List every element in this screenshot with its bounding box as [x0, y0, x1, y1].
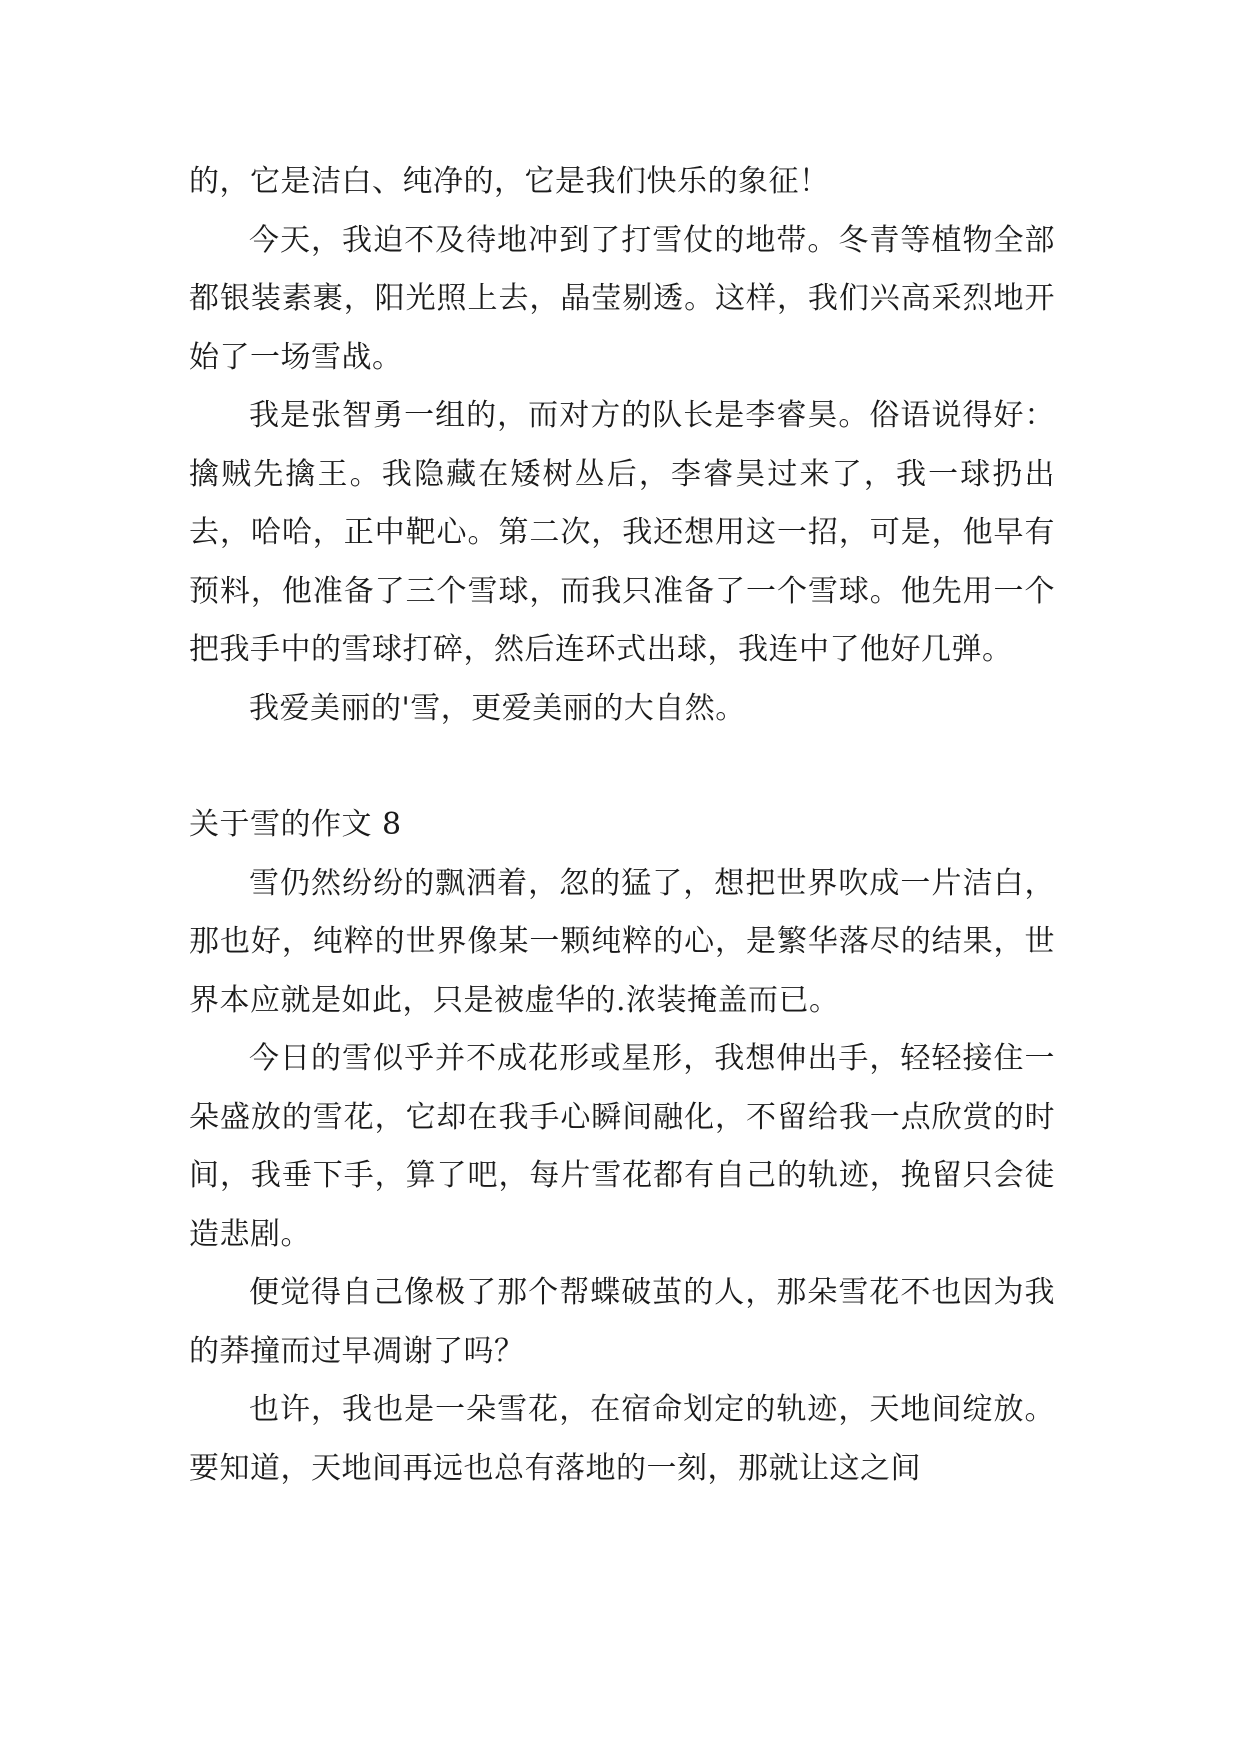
paragraph: 我爱美丽的'雪，更爱美丽的大自然。 [249, 690, 746, 726]
paragraph: 我是张智勇一组的，而对方的队长是李睿昊。俗语说得好：擒贼先擒王。我隐藏在矮树丛后，李睿昊过来了，我一球扔出去，哈哈，正中靶心。第二次，我还想用这一招，可是，他早有预料，他准备了三个雪球，而我只准备了一个雪球。他先用一个把我手中的雪球打碎，然后连环式出球，我连中了他好几弹。 [189, 398, 1055, 667]
paragraph: 今日的雪似乎并不成花形或星形，我想伸出手，轻轻接住一朵盛放的雪花，它却在我手心瞬间融化，不留给我一点欣赏的时间，我垂下手，算了吧，每片雪花都有自己的轨迹，挽留只会徒造悲剧。 [189, 1041, 1055, 1252]
paragraph-continuation: 的，它是洁白、纯净的，它是我们快乐的象征！ [189, 164, 830, 199]
section-title: 关于雪的作文 8 [189, 807, 402, 842]
paragraph: 今天，我迫不及待地冲到了打雪仗的地带。冬青等植物全部都银装素裹，阳光照上去，晶莹剔透。这样，我们兴高采烈地开始了一场雪战。 [189, 222, 1055, 375]
paragraph: 便觉得自己像极了那个帮蝶破茧的人，那朵雪花不也因为我的莽撞而过早凋谢了吗？ [189, 1275, 1055, 1369]
paragraph: 雪仍然纷纷的飘洒着，忽的猛了，想把世界吹成一片洁白，那也好，纯粹的世界像某一颗纯粹的心，是繁华落尽的结果，世界本应就是如此，只是被虚华的.浓装掩盖而已。 [189, 865, 1055, 1018]
document-body [189, 153, 1055, 1498]
paragraph: 也许，我也是一朵雪花，在宿命划定的轨迹，天地间绽放。要知道，天地间再远也总有落地的一刻，那就让这之间 [189, 1392, 1055, 1486]
